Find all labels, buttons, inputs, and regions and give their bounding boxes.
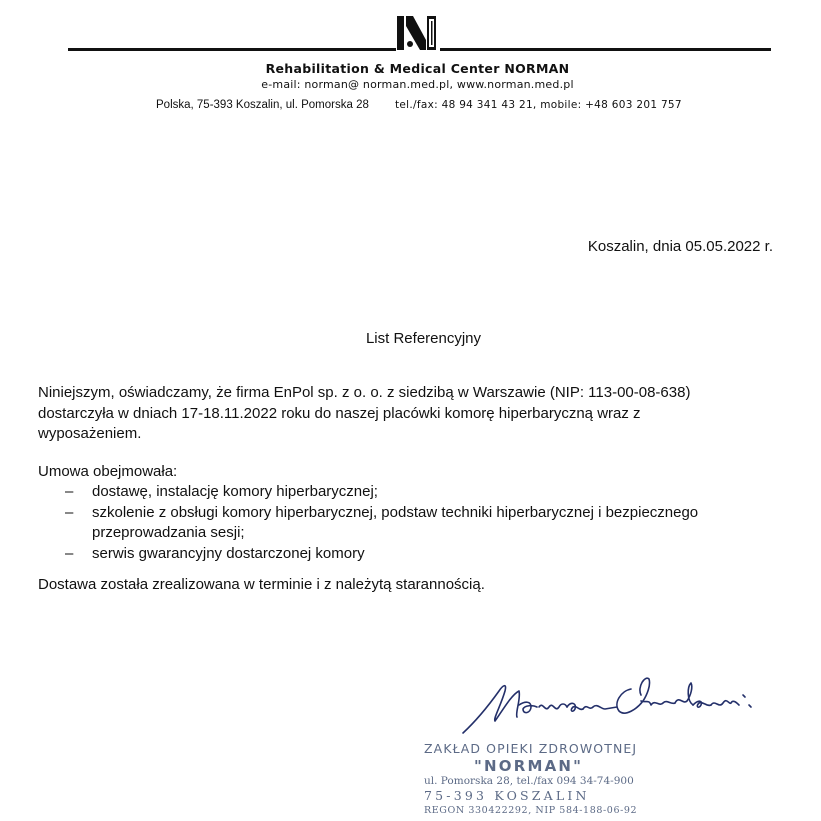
norman-logo-icon	[396, 14, 440, 54]
scope-list	[38, 482, 778, 564]
letterhead-address: Polska, 75-393 Koszalin, ul. Pomorska 28	[156, 99, 369, 111]
letterhead-rule-right	[440, 48, 771, 51]
handwritten-signature-icon	[455, 665, 785, 745]
intro-line: dostarczyła w dniach 17-18.11.2022 roku do naszej placówki komorę hiperbaryczną wraz z	[38, 404, 641, 422]
stamp-line-city: 75-393 KOSZALIN	[424, 788, 590, 803]
dash-bullet: –	[65, 544, 74, 562]
intro-line: wyposażeniem.	[38, 425, 142, 442]
letterhead-contact: e-mail: norman@ norman.med.pl, www.norman.med.pl	[261, 78, 574, 91]
letterhead-rule-left	[68, 48, 396, 51]
list-item-text: dostawę, instalację komory hiperbarycznej;	[92, 483, 378, 500]
letterhead-name: Rehabilitation & Medical Center NORMAN	[265, 61, 570, 76]
letterhead-phone: tel./fax: 48 94 341 43 21, mobile: +48 603 201 757	[395, 99, 682, 111]
list-item	[38, 544, 778, 565]
list-item-text: serwis gwarancyjny dostarczonej komory	[92, 544, 365, 562]
list-item	[38, 482, 778, 503]
place-date: Koszalin, dnia 05.05.2022 r.	[587, 238, 773, 255]
stamp-line-address: ul. Pomorska 28, tel./fax 094 34-74-900	[424, 775, 634, 787]
stamp-line-registry: REGON 330422292, NIP 584-188-06-92	[424, 805, 638, 816]
closing-paragraph: Dostawa została zrealizowana w terminie i z należytą starannością.	[38, 576, 485, 593]
scope-heading: Umowa obejmowała:	[38, 463, 178, 480]
intro-paragraph	[38, 383, 758, 445]
dash-bullet: –	[65, 503, 74, 521]
stamp-line-name: "NORMAN"	[474, 757, 584, 775]
document-title: List Referencyjny	[365, 330, 482, 347]
list-item	[38, 503, 778, 544]
dash-bullet: –	[65, 483, 74, 500]
list-item-text: szkolenie z obsługi komory hiperbarycznej, podstaw techniki hiperbarycznej i bezpiecznego	[92, 503, 699, 521]
intro-line: Niniejszym, oświadczamy, że firma EnPol sp. z o. o. z siedzibą w Warszawie (NIP: 113-00-08-638)	[38, 384, 691, 401]
stamp-line-institution: ZAKŁAD OPIEKI ZDROWOTNEJ	[424, 741, 638, 756]
list-item-text-continued: przeprowadzania sesji;	[92, 524, 245, 541]
